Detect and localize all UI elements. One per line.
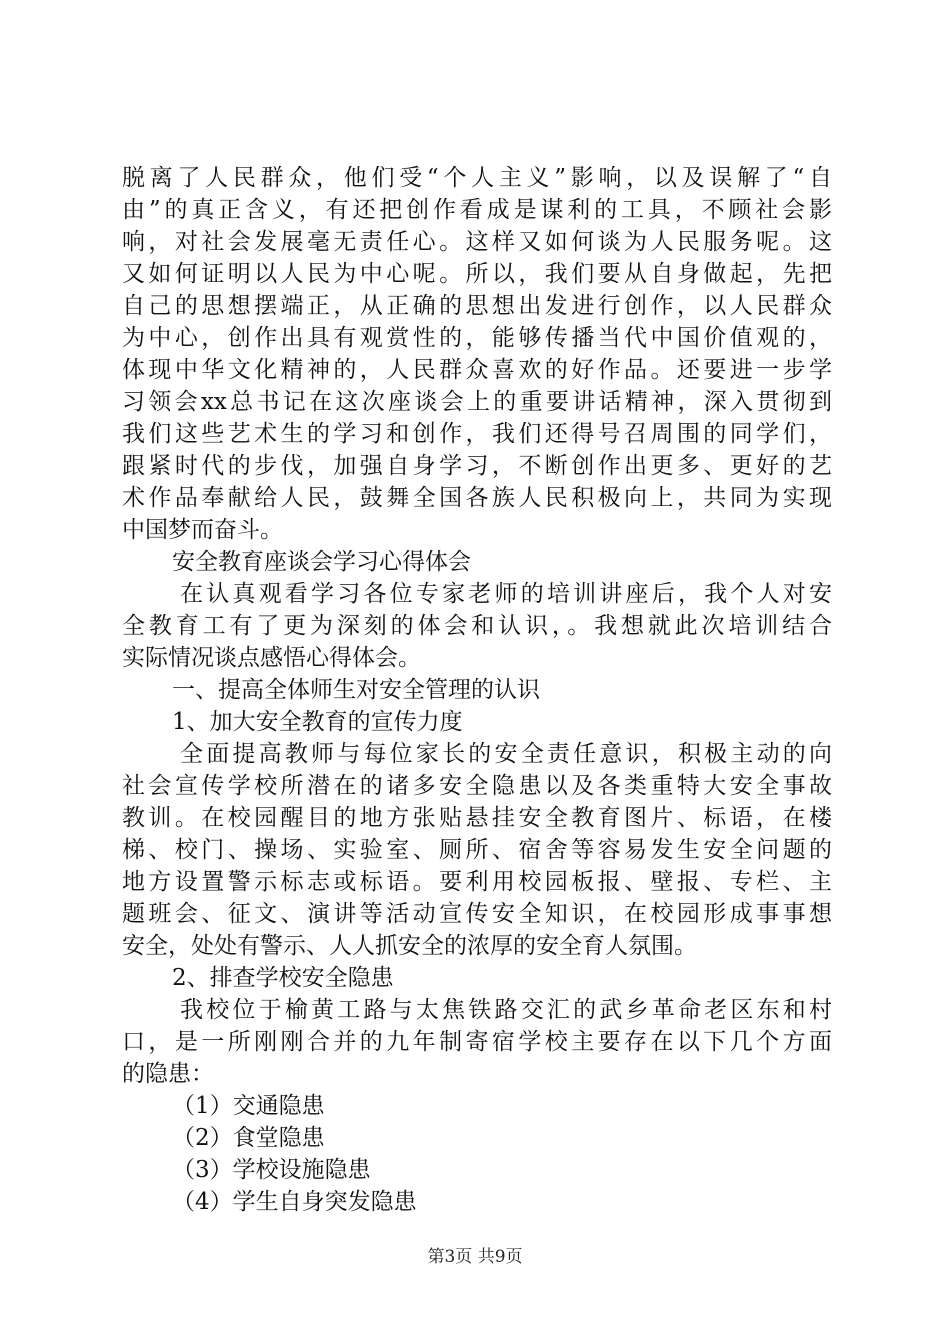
text-line: 脱离了人民群众，他们受“个人主义”影响，以及误解了“自 — [122, 165, 832, 191]
text-line: 由”的真正含义，有还把创作看成是谋利的工具，不顾社会影 — [122, 197, 832, 223]
list-item: （1）交通隐患 — [172, 1093, 325, 1119]
list-item: （3）学校设施隐患 — [172, 1157, 371, 1183]
text-line: 响，对社会发展毫无责任心。这样又如何谈为人民服务呢。这 — [122, 229, 832, 255]
list-item: （2）食堂隐患 — [172, 1125, 325, 1151]
page-footer: 第3页 共9页 — [427, 1247, 523, 1267]
text-line: 我校位于榆黄工路与太焦铁路交汇的武乡革命老区东和村 — [180, 997, 832, 1023]
heading-one: 一、提高全体师生对安全管理的认识 — [172, 677, 540, 703]
text-line: 社会宣传学校所潜在的诸多安全隐患以及各类重特大安全事故 — [122, 773, 832, 799]
paragraph-publicity — [122, 738, 832, 962]
text-line: 地方设置警示标志或标语。要利用校园板报、壁报、专栏、主 — [122, 869, 832, 895]
text-line: 梯、校门、操场、实验室、厕所、宿舍等容易发生安全问题的 — [122, 837, 832, 863]
text-line: 习领会xx总书记在这次座谈会上的重要讲话精神，深入贯彻到 — [122, 389, 832, 415]
document-body — [122, 162, 832, 1218]
text-line: 在认真观看学习各位专家老师的培训讲座后，我个人对安 — [180, 581, 832, 607]
text-line: 全面提高教师与每位家长的安全责任意识，积极主动的向 — [180, 741, 832, 767]
text-line: 自己的思想摆端正，从正确的思想出发进行创作，以人民群众 — [122, 293, 832, 319]
subheading-1: 1、加大安全教育的宣传力度 — [172, 709, 463, 735]
text-line: 我们这些艺术生的学习和创作，我们还得号召周围的同学们， — [122, 421, 832, 447]
paragraph-intro — [122, 578, 832, 674]
text-line: 题班会、征文、演讲等活动宣传安全知识，在校园形成事事想 — [122, 901, 832, 927]
text-line: 跟紧时代的步伐，加强自身学习，不断创作出更多、更好的艺 — [122, 453, 832, 479]
text-line: 全教育工有了更为深刻的体会和认识，。我想就此次培训结合 — [122, 613, 832, 639]
text-line: 教训。在校园醒目的地方张贴悬挂安全教育图片、标语，在楼 — [122, 805, 832, 831]
list-item: （4）学生自身突发隐患 — [172, 1189, 417, 1215]
text-line: 的隐患： — [122, 1061, 214, 1087]
text-line: 术作品奉献给人民，鼓舞全国各族人民积极向上，共同为实现 — [122, 485, 832, 511]
text-line: 为中心，创作出具有观赏性的，能够传播当代中国价值观的， — [122, 325, 832, 351]
paragraph-school-location — [122, 994, 832, 1090]
text-line: 安全，处处有警示、人人抓安全的浓厚的安全育人氛围。 — [122, 933, 697, 959]
text-line: 体现中华文化精神的，人民群众喜欢的好作品。还要进一步学 — [122, 357, 832, 383]
text-line: 口，是一所刚刚合并的九年制寄宿学校主要存在以下几个方面 — [122, 1029, 832, 1055]
subheading-2: 2、排查学校安全隐患 — [172, 965, 394, 991]
text-line: 又如何证明以人民为中心呢。所以，我们要从自身做起，先把 — [122, 261, 832, 287]
text-line: 实际情况谈点感悟心得体会。 — [122, 645, 421, 671]
text-line: 中国梦而奋斗。 — [122, 517, 283, 543]
section-title: 安全教育座谈会学习心得体会 — [172, 549, 471, 575]
paragraph-continued — [122, 162, 832, 546]
